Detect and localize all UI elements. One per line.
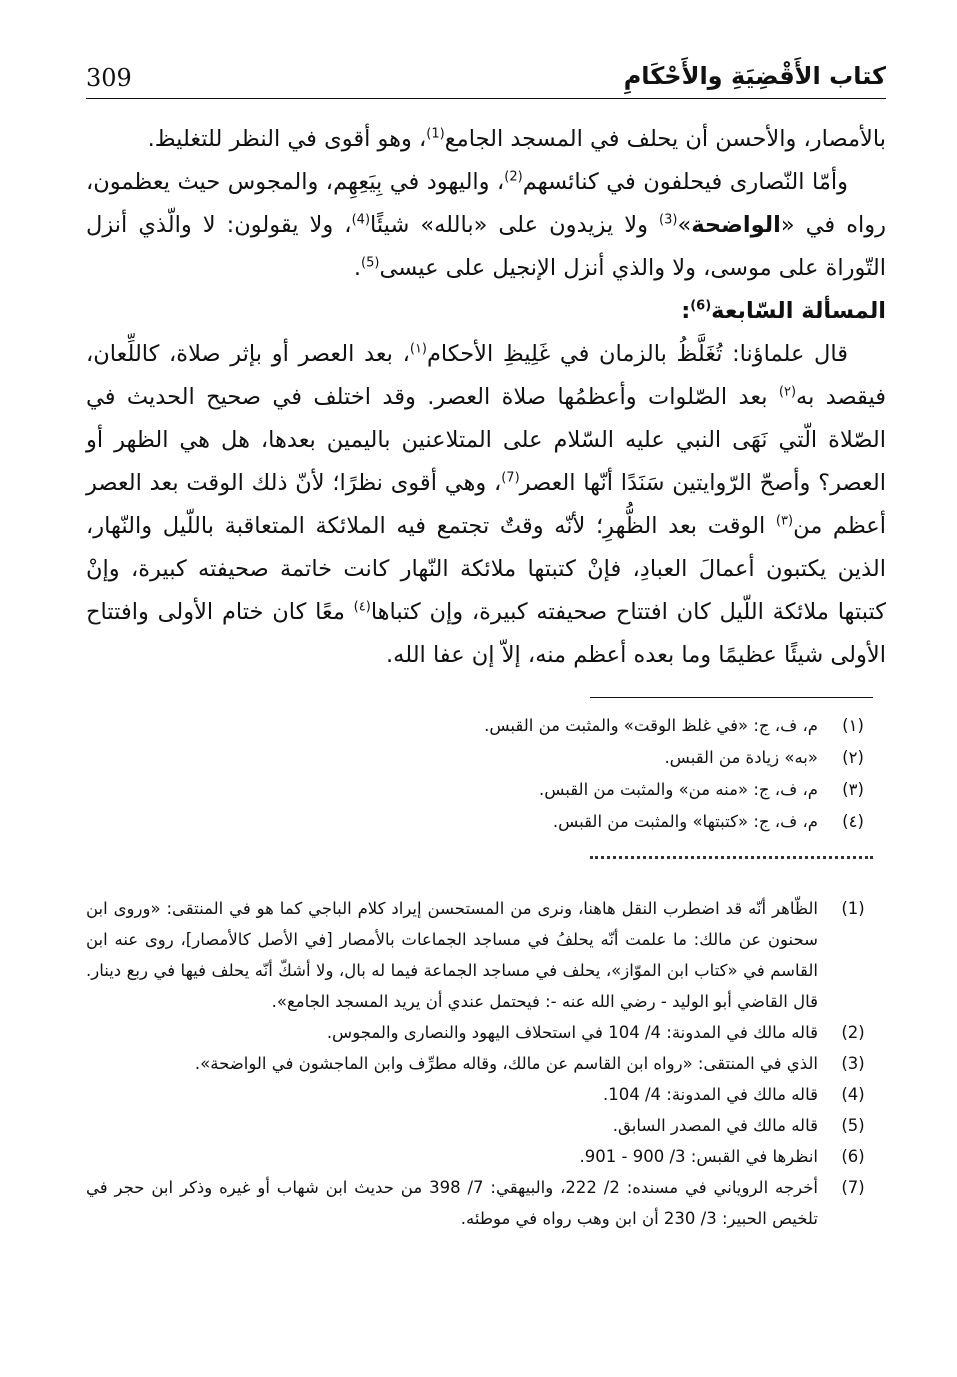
footnote-item [86,1110,876,1141]
text-run: ، وهي أقوى نظرًا؛ لأنّ ذلك الوقت بعد العصر أعظم من [86,470,886,539]
footnote-ref[interactable]: (3) [659,212,678,228]
text-run: قال علماؤنا: تُغَلَّظُ بالزمان في غَلِيظِ الأحكام [427,341,848,367]
heading-colon: : [681,298,691,324]
footnote-text: قاله مالك في المدونة: 4/ 104. [602,1085,818,1104]
text-run: . [353,255,362,281]
text-run: ، واليهود في بِيَعِهِم، والمجوس حيث يعظمون، رواه في « [86,169,887,238]
footnote-text: قاله مالك في المدونة: 4/ 104 في استحلاف اليهود والنصارى والمجوس. [326,1023,818,1042]
footnote-number: (٤) [842,812,864,831]
text-run: بعد الصّلوات وأعظمُها صلاة العصر. وقد اختلف في صحيح الحديث في الصّلاة الّتي نَهَى النبي عليه السّلام على المتلاعنين باليمين بعدها، هل هي الظهر أو العصر؟ وأصحّ الرّوايتين سَنَدًا أنّها العصر [86,384,886,496]
footnote-ref[interactable]: (١) [409,341,427,357]
text-run: ولا يزيدون على «بالله» شيئًا [370,212,660,238]
variant-footnotes [86,710,876,838]
header-rule [86,98,886,99]
footnote-ref[interactable]: (5) [361,255,380,271]
footnote-item [86,1141,876,1172]
footnote-item [86,806,876,838]
footnote-text: «به» زيادة من القبس. [664,748,818,767]
footnote-item [86,774,876,806]
commentary-footnotes [86,893,876,1234]
footnote-number: (١) [842,716,864,735]
text-run: ، بعد العصر أو بإثر صلاة، كاللِّعان، فيقصد به [86,341,886,410]
text-run: ، ولا يقولون: لا والّذي أنزل التّوراة على موسى، ولا والذي أنزل الإنجيل على عيسى [86,212,886,281]
main-text [86,118,886,677]
footnote-number: (1) [841,899,865,918]
footnote-text: الذي في المنتقى: «رواه ابن القاسم عن مالك، وقاله مطرِّف وابن الماجشون في الواضحة». [194,1054,818,1073]
footnote-number: (6) [841,1147,865,1166]
page-number: 309 [86,64,132,92]
footnote-ref[interactable]: (٤) [353,599,371,615]
text-run: معًا كان ختام الأولى وافتتاح الأولى شيئًا عظيمًا وما بعده أعظم منه، إلاّ إن عفا الله. [86,599,886,668]
footnote-number: (٣) [842,780,864,799]
text-run: الوقت بعد الظُّهرِ؛ لأنّه وقتٌ تجتمع فيه الملائكة المتعاقبة باللّيل والنّهار، الذين يكتبون أعمالَ العبادِ، فإنْ كتبتها ملائكة النّهار كانت خاتمة صحيفته كبيرة، وإنْ كتبتها ملائكة اللّيل كان افتتاح صحيفته كبيرة، وإن كتباها [86,513,886,625]
source-title: الواضحة [691,212,781,238]
text-run: بالأمصار، والأحسن أن يحلف في المسجد الجامع [444,126,886,152]
footnote-item [86,1172,876,1234]
footnote-text: انظرها في القبس: 3/ 900 - 901. [579,1147,818,1166]
footnote-text: الظّاهر أنّه قد اضطرب النقل هاهنا، ونرى من المستحسن إيراد كلام الباجي كما هو في المنتقى: «وروى ابن سحنون عن مالك: ما علمت أنّه يحلفُ في مساجد الجماعات بالأمصار [في الأصل كالأمصار]، روى عنه ابن القاسم في «كتاب ابن الموّاز»، يحلف في مساجد الجماعة فيما له بال، ولا أشكّ أنّه يحلف فيها في ربع دينار. قال القاضي أبو الوليد - رضي الله عنه -: فيحتمل عندي أن يريد المسجد الجامع». [86,899,818,1011]
footnote-item [86,1017,876,1048]
footnote-item [86,1048,876,1079]
text-run: ، وهو أقوى في النظر للتغليظ. [147,126,427,152]
footnote-text: قاله مالك في المصدر السابق. [612,1116,818,1135]
footnote-item [86,893,876,1017]
footnote-ref[interactable]: (٢) [778,384,797,400]
footnote-item [86,742,876,774]
paragraph-3 [86,333,886,677]
paragraph-2 [86,161,886,290]
footnote-ref[interactable]: (2) [504,169,523,185]
footnote-ref[interactable]: (4) [351,212,371,228]
footnote-text: م، ف، ج: «في غلظ الوقت» والمثبت من القبس. [484,716,818,735]
paragraph-1 [86,118,886,161]
running-title: كتاب الأَقْضِيَةِ والأَحْكَامِ [623,62,886,90]
footnote-separator [590,697,873,698]
footnote-text: م، ف، ج: «كتبتها» والمثبت من القبس. [552,812,818,831]
footnote-ref[interactable]: (1) [426,126,445,142]
footnote-number: (3) [841,1054,865,1073]
footnote-number: (7) [841,1178,865,1197]
footnote-ref[interactable]: (6) [690,298,712,314]
heading-text: المسألة السّابعة [711,298,886,324]
footnote-text: م، ف، ج: «منه من» والمثبت من القبس. [538,780,818,799]
footnote-number: (5) [841,1116,865,1135]
footnote-item [86,1079,876,1110]
footnote-number: (2) [841,1023,865,1042]
footnote-item [86,710,876,742]
footnote-text: أخرجه الروياني في مسنده: 2/ 222، والبيهقي: 7/ 398 من حديث ابن شهاب أو غيره وذكر ابن حجر في تلخيص الحبير: 3/ 230 أن ابن وهب رواه في موطئه. [86,1178,818,1228]
text-run: وأمّا النّصارى فيحلفون في كنائسهم [522,169,848,195]
footnote-number: (٢) [842,748,864,767]
dotted-separator [590,856,873,859]
footnote-number: (4) [841,1085,865,1104]
section-heading [86,290,886,333]
text-run: » [677,212,692,238]
footnote-ref[interactable]: (٣) [775,513,794,529]
page-header [86,58,886,98]
footnote-ref[interactable]: (7) [501,470,520,486]
